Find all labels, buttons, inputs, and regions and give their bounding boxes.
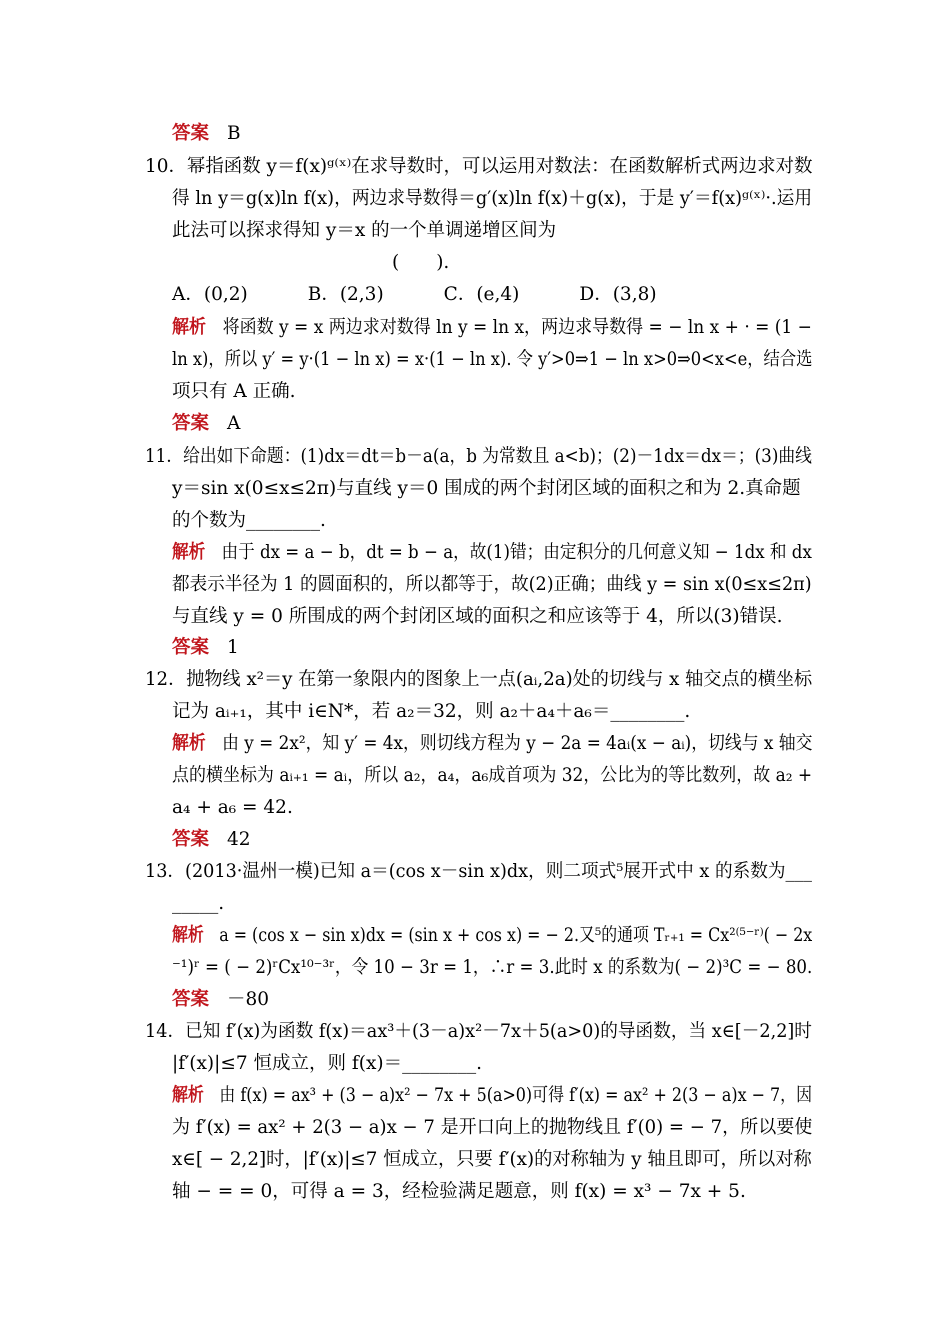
- analysis-text: 由于 dx = a − b，dt = b − a，故(1)错；由定积分的几何意义知 − 1dx 和 dx: [221, 542, 812, 563]
- question-11-line-3: 的个数为________.: [172, 510, 326, 531]
- answer-row-q9: [172, 122, 241, 146]
- analysis-label: 解析: [172, 1085, 204, 1106]
- option-a: A．(0,2): [172, 284, 248, 305]
- analysis-q12-line-2: 点的横坐标为 aᵢ₊₁ = aᵢ，所以 a₂，a₄，a₆成首项为 32，公比为的等比数列，故 a₂ +: [172, 765, 813, 786]
- analysis-text: 由 f(x) = ax³ + (3 − a)x² − 7x + 5(a>0)可得 f′(x) = ax² + 2(3 − a)x − 7，因: [219, 1085, 813, 1106]
- analysis-q11-line-2: 都表示半径为 1 的圆面积的，所以都等于，故(2)正确；曲线 y = sin x(0≤x≤2π): [172, 574, 812, 595]
- analysis-q14-line-1: [172, 1084, 812, 1108]
- answer-row-q12: [172, 828, 251, 852]
- analysis-q11-line-3: 与直线 y = 0 所围成的两个封闭区域的面积之和应该等于 4，所以(3)错误.: [172, 606, 783, 627]
- analysis-q10-line-2: ln x)，所以 y′ = y·(1 − ln x) = x·(1 − ln x). 令 y′>0⇒1 − ln x>0⇒0<x<e，结合选: [172, 349, 813, 370]
- analysis-q13-line-1: [172, 924, 812, 948]
- answer-row-q11: [172, 636, 239, 660]
- option-b: B．(2,3): [307, 284, 384, 305]
- analysis-text: 由 y = 2x²，知 y′ = 4x，则切线方程为 y − 2a = 4aᵢ(x − aᵢ)，切线与 x 轴交: [222, 733, 813, 754]
- analysis-q10-line-1: [172, 316, 812, 340]
- analysis-text: 将函数 y = x 两边求对数得 ln y = ln x，两边求导数得 = − ln x + · = (1 −: [222, 317, 812, 338]
- answer-value: 1: [227, 637, 239, 658]
- question-10-line-2: 得 ln y＝g(x)ln f(x)，两边求导数得＝g′(x)ln f(x)＋g(x)，于是 y′＝f(x)ᵍ⁽ˣ⁾·.运用: [172, 188, 813, 209]
- answer-value: －80: [227, 989, 270, 1010]
- analysis-q12-line-3: a₄ + a₆ = 42.: [172, 797, 293, 818]
- answer-value: A: [227, 413, 241, 434]
- answer-label: 答案: [172, 829, 210, 850]
- analysis-q12-line-1: [172, 732, 812, 756]
- option-c: C．(e,4): [443, 284, 520, 305]
- analysis-q10-line-3: 项只有 A 正确.: [172, 381, 296, 402]
- question-12-line-1: 12．抛物线 x²＝y 在第一象限内的图象上一点(aᵢ,2a)处的切线与 x 轴交点的横坐标: [145, 669, 813, 690]
- answer-label: 答案: [172, 989, 210, 1010]
- answer-row-q13: [172, 988, 269, 1012]
- analysis-q14-line-4: 轴 − = = 0，可得 a = 3，经检验满足题意，则 f(x) = x³ − 7x + 5.: [172, 1181, 746, 1202]
- answer-paren: ( ).: [392, 252, 450, 273]
- analysis-q14-line-3: x∈[ − 2,2]时，|f′(x)|≤7 恒成立，只要 f′(x)的对称轴为 y 轴且即可，所以对称: [172, 1149, 812, 1170]
- analysis-label: 解析: [172, 542, 206, 563]
- analysis-label: 解析: [172, 317, 207, 338]
- answer-value: B: [227, 123, 241, 144]
- analysis-label: 解析: [172, 733, 206, 754]
- answer-value: 42: [227, 829, 251, 850]
- question-12-line-2: 记为 aᵢ₊₁，其中 i∈N*，若 a₂＝32，则 a₂＋a₄＋a₆＝________.: [172, 701, 691, 722]
- analysis-label: 解析: [172, 925, 204, 946]
- answer-label: 答案: [172, 637, 210, 658]
- question-13-line-2: _____.: [172, 893, 225, 914]
- analysis-text: a = (cos x − sin x)dx = (sin x + cos x) = − 2.又⁵的通项 Tᵣ₊₁ = Cx²⁽⁵⁻ʳ⁾( − 2x: [219, 925, 813, 946]
- question-10-line-1: 10．幂指函数 y＝f(x)ᵍ⁽ˣ⁾在求导数时，可以运用对数法：在函数解析式两边求对数: [145, 156, 813, 177]
- option-d: D．(3,8): [579, 284, 657, 305]
- question-10-line-3: 此法可以探求得知 y＝x 的一个单调递增区间为: [172, 220, 557, 241]
- answer-label: 答案: [172, 413, 210, 434]
- question-11-line-1: 11．给出如下命题：(1)dx＝dt＝b－a(a，b 为常数且 a<b)；(2)－1dx＝dx＝；(3)曲线: [145, 446, 812, 467]
- question-14-line-1: 14．已知 f′(x)为函数 f(x)＝ax³＋(3－a)x²－7x＋5(a>0)的导函数，当 x∈[－2,2]时: [145, 1021, 812, 1042]
- analysis-q14-line-2: 为 f′(x) = ax² + 2(3 − a)x − 7 是开口向上的抛物线且 f′(0) = − 7，所以要使: [172, 1117, 813, 1138]
- options-row: [172, 283, 657, 307]
- question-14-line-2: |f′(x)|≤7 恒成立，则 f(x)＝________.: [172, 1053, 483, 1074]
- question-13-line-1: 13．(2013·温州一模)已知 a＝(cos x－sin x)dx，则二项式⁵展开式中 x 的系数为___: [145, 861, 812, 882]
- answer-row-q10: [172, 412, 240, 436]
- answer-label: 答案: [172, 123, 210, 144]
- analysis-q11-line-1: [172, 541, 812, 565]
- analysis-q13-line-2: ⁻¹)ʳ = ( − 2)ʳCx¹⁰⁻³ʳ，令 10 − 3r = 1，∴r = 3.此时 x 的系数为( − 2)³C = − 80.: [172, 957, 813, 978]
- question-11-line-2: y＝sin x(0≤x≤2π)与直线 y＝0 围成的两个封闭区域的面积之和为 2.真命题: [172, 478, 801, 499]
